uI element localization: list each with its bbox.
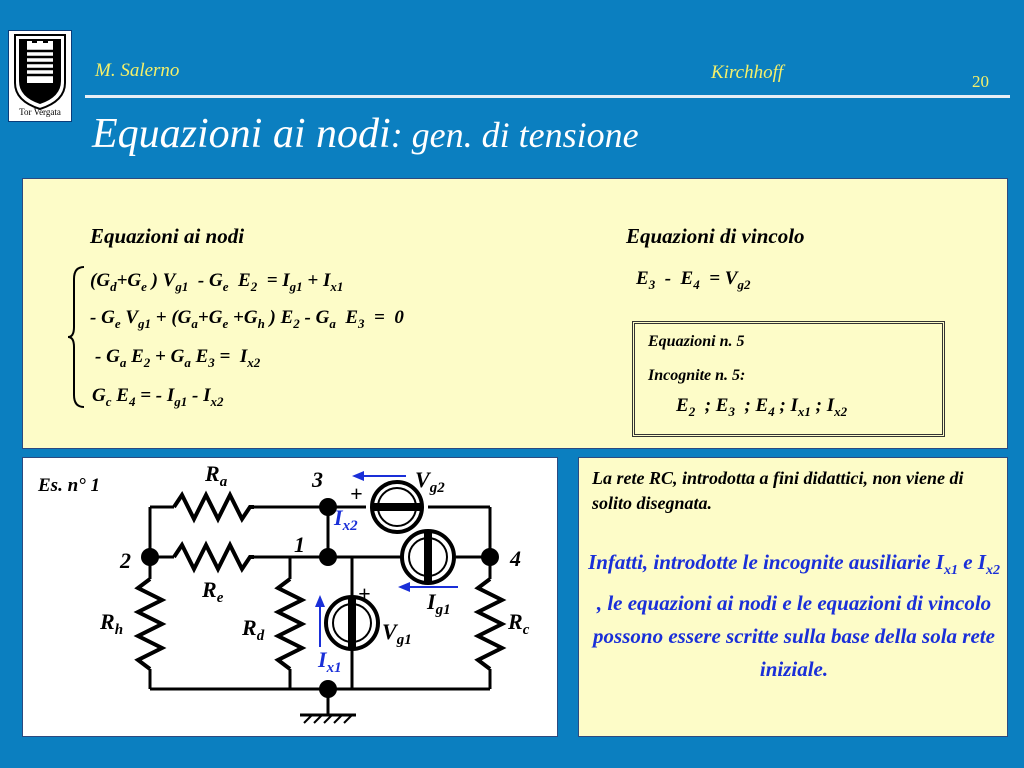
constraint-equations-heading: Equazioni di vincolo bbox=[626, 224, 805, 248]
title-sub: : gen. di tensione bbox=[390, 115, 639, 155]
resistor-ra bbox=[174, 495, 254, 519]
logo-text: Tor Vergata bbox=[19, 107, 61, 117]
label-rc: $R_c$ bbox=[508, 609, 530, 638]
label-rd: $R_d$ bbox=[242, 615, 265, 644]
node-dot-ground bbox=[319, 680, 337, 698]
node-label-4: 4 bbox=[510, 546, 521, 571]
current-source-ig1 bbox=[402, 531, 454, 583]
label-ix2: $I_{x2}$ bbox=[334, 505, 358, 534]
circuit-diagram bbox=[22, 457, 558, 737]
page-title bbox=[92, 110, 639, 158]
university-logo bbox=[8, 30, 72, 122]
resistor-rc bbox=[478, 579, 502, 669]
constraint-equation: $E_3 - E_4 = V_{g2}$ bbox=[636, 268, 751, 292]
label-ra: $R_a$ bbox=[205, 461, 228, 490]
example-label: Es. n° 1 bbox=[38, 475, 100, 496]
resistor-rh bbox=[138, 579, 162, 669]
explanation-body: Infatti, introdotte le incognite ausiliarie $I_{x1}$ e $I_{x2}$ , le equazioni ai nodi e le equazioni di vincolo possono essere scritte sulla base della sola rete iniziale. bbox=[588, 550, 1000, 682]
node-equation-3: - $G_a$ $E_2 + G_a$ $E_3 = I_{x2}$ bbox=[95, 346, 261, 370]
node-dot-2 bbox=[141, 548, 159, 566]
author-name: M. Salerno bbox=[95, 60, 180, 81]
plus-vg2: + bbox=[350, 481, 363, 506]
header-divider bbox=[85, 95, 1010, 98]
label-rh: $R_h$ bbox=[100, 609, 124, 638]
node-equation-4: $G_c$ $E_4$ = - $I_{g1} - I_{x2}$ bbox=[92, 385, 224, 409]
resistor-rd bbox=[278, 579, 302, 669]
node-dot-1 bbox=[319, 548, 337, 566]
label-vg2: $V_{g2}$ bbox=[415, 467, 445, 496]
page-number: 20 bbox=[972, 72, 989, 91]
title-main: Equazioni ai nodi bbox=[92, 111, 391, 157]
node-equations-heading: Equazioni ai nodi bbox=[90, 224, 245, 248]
curly-brace-icon bbox=[66, 265, 86, 410]
unknowns-list: $E_2$ ; $E_3$ ; $E_4$ ; $I_{x1}$ ; $I_{x2}$ bbox=[676, 395, 848, 419]
node-dot-4 bbox=[481, 548, 499, 566]
node-label-3: 3 bbox=[312, 467, 323, 492]
plus-vg1: + bbox=[358, 581, 371, 606]
label-ix1: $I_{x1}$ bbox=[318, 647, 342, 676]
node-equation-1: ($G_d+G_e$ ) $V_{g1} - G_e$ $E_2 = I_{g1} + I_{x1}$ bbox=[90, 270, 344, 294]
resistor-re bbox=[174, 545, 254, 569]
node-equation-2: - $G_e$ $V_{g1} + (G_a+G_e +G_h$ ) $E_2 - G_a$ $E_3 = 0$ bbox=[90, 307, 404, 331]
node-label-2: 2 bbox=[120, 548, 131, 573]
explanation-note: La rete RC, introdotta a fini didattici, non viene di solito disegnata. bbox=[592, 468, 964, 513]
label-vg1: $V_{g1}$ bbox=[382, 619, 412, 648]
node-label-1: 1 bbox=[294, 532, 305, 557]
label-ig1: $I_{g1}$ bbox=[427, 589, 451, 618]
unknowns-count: Incognite n. 5: bbox=[648, 367, 746, 384]
label-re: $R_e$ bbox=[202, 577, 224, 606]
topic-label: Kirchhoff bbox=[711, 62, 784, 83]
equations-count: Equazioni n. 5 bbox=[648, 333, 745, 350]
